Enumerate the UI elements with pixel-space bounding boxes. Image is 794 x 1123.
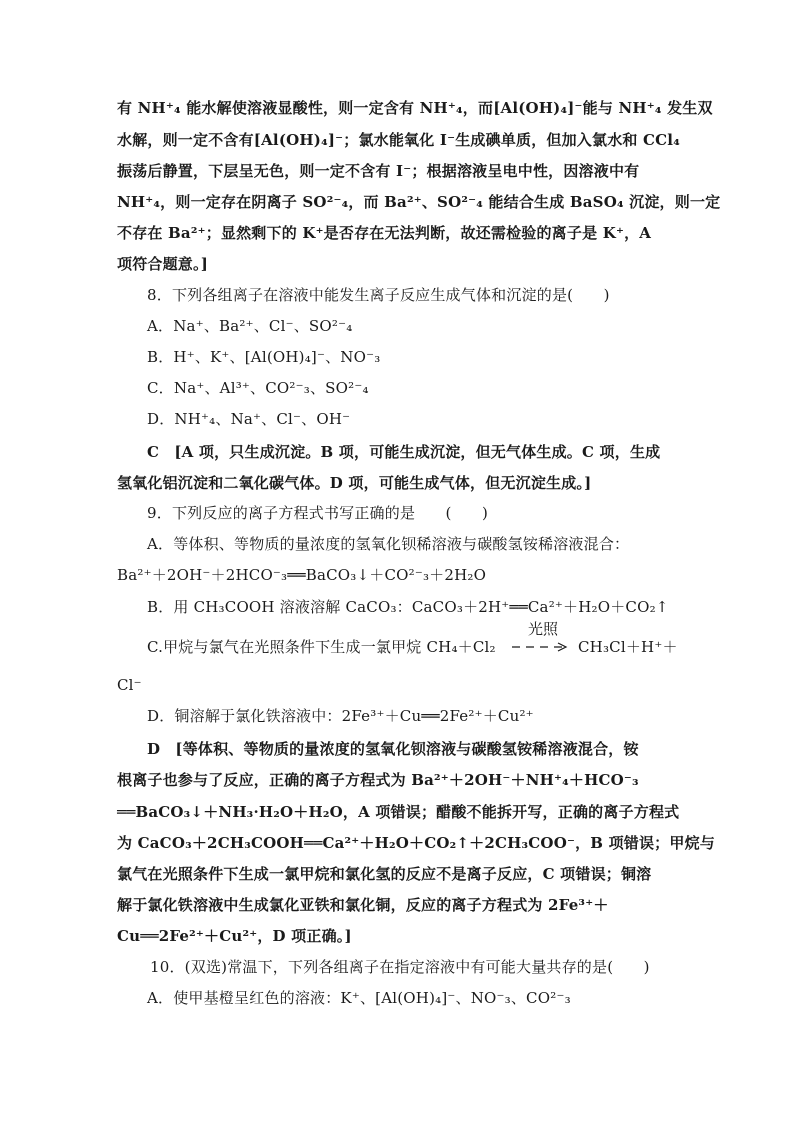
question-9-option-b: B．用 CH₃COOH 溶液溶解 CaCO₃：CaCO₃＋2H⁺══Ca²⁺＋H₂O＋CO₂↑	[147, 598, 669, 616]
question-8-option-d: D．NH⁺₄、Na⁺、Cl⁻、OH⁻	[147, 410, 351, 428]
question-8: 8．下列各组离子在溶液中能发生离子反应生成气体和沉淀的是( )	[147, 286, 610, 304]
question-8-option-b: B．H⁺、K⁺、[Al(OH)₄]⁻、NO⁻₃	[147, 348, 381, 366]
long-arrow-icon	[510, 640, 570, 654]
question-9-option-c-line-2: Cl⁻	[117, 676, 142, 694]
answer-9-line-2: 根离子也参与了反应，正确的离子方程式为 Ba²⁺＋2OH⁻＋NH⁺₄＋HCO⁻₃	[117, 771, 639, 789]
answer-9-line-3: ══BaCO₃↓＋NH₃·H₂O＋H₂O，A 项错误；醋酸不能拆开写，正确的离子方程式	[117, 803, 680, 821]
answer-9-line-7: Cu══2Fe²⁺＋Cu²⁺，D 项正确。]	[117, 927, 352, 945]
question-8-option-a: A．Na⁺、Ba²⁺、Cl⁻、SO²⁻₄	[147, 317, 353, 335]
answer-8-line-1: C [A 项，只生成沉淀。B 项，可能生成沉淀，但无气体生成。C 项，生成	[147, 443, 661, 461]
answer-9-line-1: D [等体积、等物质的量浓度的氢氧化钡溶液与碳酸氢铵稀溶液混合，铵	[147, 740, 639, 758]
question-10: 10．(双选)常温下，下列各组离子在指定溶液中有可能大量共存的是( )	[150, 958, 650, 976]
answer-7-line-2: 水解，则一定不含有[Al(OH)₄]⁻；氯水能氧化 I⁻生成碘单质，但加入氯水和 CCl₄	[117, 131, 680, 149]
answer-9-line-6: 解于氯化铁溶液中生成氯化亚铁和氯化铜，反应的离子方程式为 2Fe³⁺＋	[117, 896, 609, 914]
answer-7-line-3: 振荡后静置，下层呈无色，则一定不含有 I⁻；根据溶液呈电中性，因溶液中有	[117, 162, 640, 180]
question-10-option-a: A．使甲基橙呈红色的溶液：K⁺、[Al(OH)₄]⁻、NO⁻₃、CO²⁻₃	[147, 989, 571, 1007]
question-9-option-c-line-1: C.甲烷与氯气在光照条件下生成一氯甲烷 CH₄＋Cl₂	[147, 638, 496, 656]
question-9-option-a-line-1: A．等体积、等物质的量浓度的氢氧化钡稀溶液与碳酸氢铵稀溶液混合：	[147, 535, 630, 553]
question-9-option-a-equation: Ba²⁺＋2OH⁻＋2HCO⁻₃══BaCO₃↓＋CO²⁻₃＋2H₂O	[117, 566, 487, 584]
answer-9-line-5: 氯气在光照条件下生成一氯甲烷和氯化氢的反应不是离子反应，C 项错误；铜溶	[117, 865, 652, 883]
question-9-option-c-rhs: CH₃Cl＋H⁺＋	[578, 638, 678, 656]
reaction-arrow	[510, 618, 576, 658]
question-8-option-c: C．Na⁺、Al³⁺、CO²⁻₃、SO²⁻₄	[147, 379, 369, 397]
answer-7-line-4: NH⁺₄，则一定存在阴离子 SO²⁻₄，而 Ba²⁺、SO²⁻₄ 能结合生成 BaSO₄ 沉淀，则一定	[117, 193, 721, 211]
answer-7-line-1: 有 NH⁺₄ 能水解使溶液显酸性，则一定含有 NH⁺₄，而[Al(OH)₄]⁻能与 NH⁺₄ 发生双	[117, 99, 713, 117]
answer-7-line-5: 不存在 Ba²⁺；显然剩下的 K⁺是否存在无法判断，故还需检验的离子是 K⁺，A	[117, 224, 652, 242]
reaction-condition-label: 光照	[528, 620, 559, 638]
question-9: 9．下列反应的离子方程式书写正确的是 ( )	[147, 504, 489, 522]
answer-7-line-6: 项符合题意。]	[117, 255, 208, 273]
answer-9-line-4: 为 CaCO₃＋2CH₃COOH══Ca²⁺＋H₂O＋CO₂↑＋2CH₃COO⁻，B 项错误；甲烷与	[117, 834, 715, 852]
question-9-option-d: D．铜溶解于氯化铁溶液中：2Fe³⁺＋Cu══2Fe²⁺＋Cu²⁺	[147, 707, 534, 725]
answer-8-line-2: 氢氧化铝沉淀和二氧化碳气体。D 项，可能生成气体，但无沉淀生成。]	[117, 474, 592, 492]
